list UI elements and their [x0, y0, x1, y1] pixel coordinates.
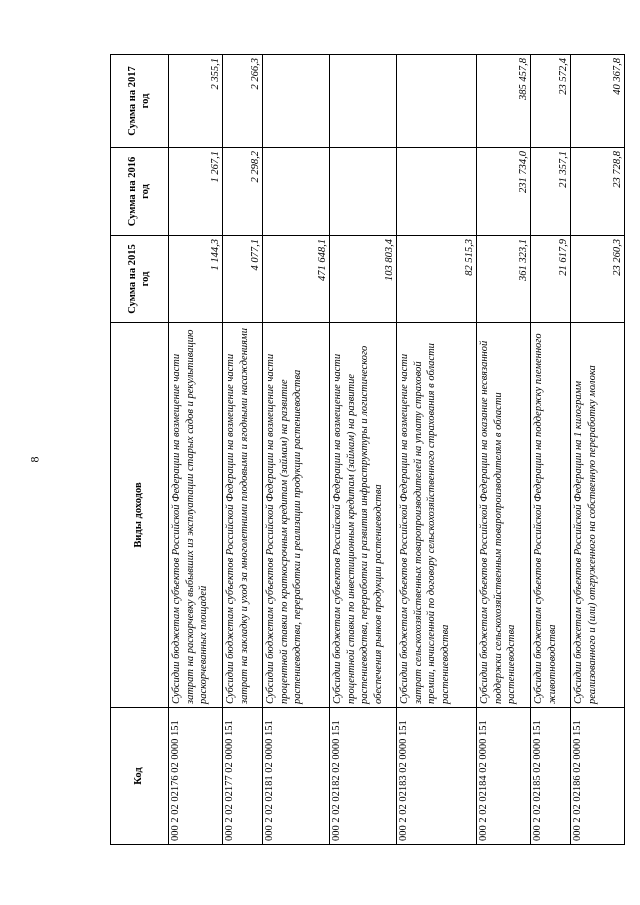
cell-sum-2016: 231 734,0 [477, 148, 531, 236]
cell-sum-2017 [263, 55, 330, 148]
cell-name: Субсидии бюджетам субъектов Российской Федерации на 1 килограмм реализованного и (или) отгруженного на собственную переработку молока [571, 323, 625, 708]
cell-sum-2017: 23 572,4 [531, 55, 571, 148]
cell-sum-2016 [397, 148, 477, 236]
cell-code: 000 2 02 02186 02 0000 151 [571, 708, 625, 845]
cell-sum-2016: 21 357,1 [531, 148, 571, 236]
cell-sum-2015: 21 617,9 [531, 236, 571, 323]
header-sum-2016: Сумма на 2016 год [111, 148, 169, 236]
cell-sum-2017 [397, 55, 477, 148]
cell-name: Субсидии бюджетам субъектов Российской Федерации на возмещение части затрат на раскорчевку выбывших из эксплуатации старых садов и рекультивацию раскорчеванных площадей [169, 323, 223, 708]
cell-name: Субсидии бюджетам субъектов Российской Федерации на возмещение части затрат на закладку и уход за многолетними плодовыми и ягодными насаждениями [223, 323, 263, 708]
cell-sum-2017: 40 367,8 [571, 55, 625, 148]
cell-sum-2016 [330, 148, 397, 236]
page-number: 8 [27, 456, 42, 463]
cell-code: 000 2 02 02177 02 0000 151 [223, 708, 263, 845]
cell-name: Субсидии бюджетам субъектов Российской Федерации на поддержку племенного животноводства [531, 323, 571, 708]
cell-code: 000 2 02 02181 02 0000 151 [263, 708, 330, 845]
table-row [571, 55, 625, 845]
table-header-row [111, 55, 169, 845]
cell-sum-2015: 23 260,3 [571, 236, 625, 323]
cell-sum-2015: 82 515,3 [397, 236, 477, 323]
cell-name: Субсидии бюджетам субъектов Российской Федерации на возмещение части процентной ставки по инвестиционным кредитам (займам) на развитие растениеводства, переработки и развития инфраструктуры и логистического обеспечения рынков продукции растениеводства [330, 323, 397, 708]
header-sum-2015: Сумма на 2015 год [111, 236, 169, 323]
cell-code: 000 2 02 02183 02 0000 151 [397, 708, 477, 845]
header-code: Код [111, 708, 169, 845]
cell-name: Субсидии бюджетам субъектов Российской Федерации на оказание несвязанной поддержки сельскохозяйственным товаропроизводителям в области растениеводства [477, 323, 531, 708]
cell-name: Субсидии бюджетам субъектов Российской Федерации на возмещение части затрат сельскохозяйственных товаропроизводителей на уплату страховой премии, начисленной по договору сельскохозяйственного страхования в области растениеводства [397, 323, 477, 708]
table-row [397, 55, 477, 845]
cell-sum-2016: 23 728,8 [571, 148, 625, 236]
cell-code: 000 2 02 02176 02 0000 151 [169, 708, 223, 845]
revenue-table [110, 54, 625, 845]
cell-sum-2017: 385 457,8 [477, 55, 531, 148]
cell-name: Субсидии бюджетам субъектов Российской Федерации на возмещение части процентной ставки по краткосрочным кредитам (займам) на развитие растениеводства, переработки и реализации продукции растениеводства [263, 323, 330, 708]
rotated-table-container [110, 55, 623, 845]
cell-sum-2016: 2 298,2 [223, 148, 263, 236]
table-row [330, 55, 397, 845]
table-row [531, 55, 571, 845]
cell-sum-2017 [330, 55, 397, 148]
table-row [169, 55, 223, 845]
cell-sum-2017: 2 355,1 [169, 55, 223, 148]
cell-sum-2015: 1 144,3 [169, 236, 223, 323]
header-sum-2017: Сумма на 2017 год [111, 55, 169, 148]
cell-sum-2015: 103 803,4 [330, 236, 397, 323]
cell-sum-2016 [263, 148, 330, 236]
cell-sum-2015: 471 648,1 [263, 236, 330, 323]
cell-sum-2015: 361 323,1 [477, 236, 531, 323]
header-name: Виды доходов [111, 323, 169, 708]
cell-sum-2015: 4 077,1 [223, 236, 263, 323]
cell-sum-2016: 1 267,1 [169, 148, 223, 236]
cell-sum-2017: 2 266,3 [223, 55, 263, 148]
table-row [223, 55, 263, 845]
cell-code: 000 2 02 02184 02 0000 151 [477, 708, 531, 845]
table-row [263, 55, 330, 845]
cell-code: 000 2 02 02185 02 0000 151 [531, 708, 571, 845]
table-row [477, 55, 531, 845]
cell-code: 000 2 02 02182 02 0000 151 [330, 708, 397, 845]
